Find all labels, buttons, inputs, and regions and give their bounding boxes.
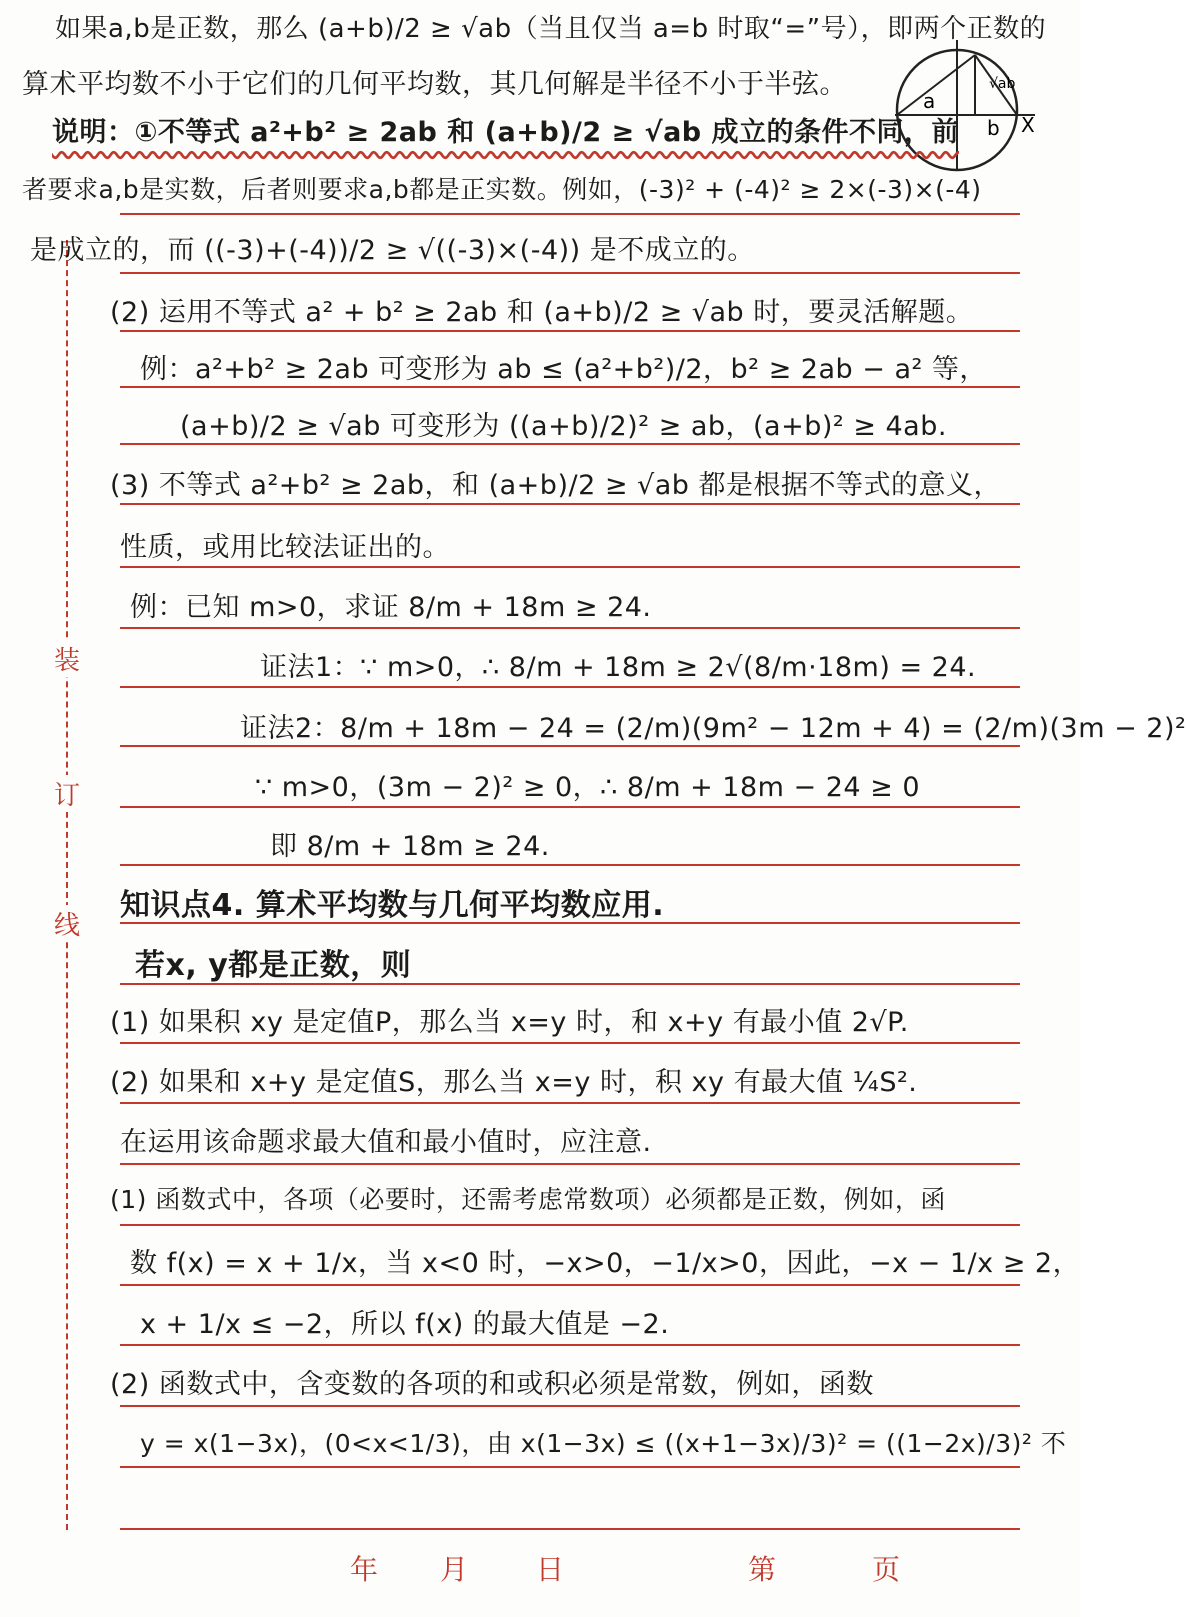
ruled-line [120,443,1020,445]
text-line: 者要求a,b是实数，后者则要求a,b都是正实数。例如，(-3)² + (-4)² ≥ 2×(-3)×(-4) [22,175,982,204]
text-line: x + 1/x ≤ −2，所以 f(x) 的最大值是 −2. [140,1309,670,1340]
text-line: 算术平均数不小于它们的几何平均数，其几何解是半径不小于半弦。 [22,69,847,100]
binding-char-xian: 线 [52,905,82,942]
explanation-heading-line: 说明：①不等式 a²+b² ≥ 2ab 和 (a+b)/2 ≥ √ab 成立的条件不同，前 [52,117,960,148]
binding-char-zhuang: 装 [52,640,82,677]
footer-rule [120,1528,1020,1530]
text-line: 性质，或用比较法证出的。 [120,532,450,563]
figure-label-b: b [987,116,1000,140]
text-line: (2) 如果和 x+y 是定值S，那么当 x=y 时，积 xy 有最大值 ¼S². [110,1067,918,1098]
ruled-line [120,1163,1020,1165]
footer-day: 日 [536,1553,565,1586]
ruled-line [120,566,1020,568]
text-line: (3) 不等式 a²+b² ≥ 2ab，和 (a+b)/2 ≥ √ab 都是根据不等式的意义， [110,470,1002,501]
ruled-line [120,1042,1020,1044]
figure-label-sqrt-ab: √ab [989,76,1016,92]
text-line: (2) 函数式中，含变数的各项的和或积必须是常数，例如，函数 [110,1369,874,1400]
text-line: 数 f(x) = x + 1/x，当 x<0 时，−x>0，−1/x>0，因此，−x − 1/x ≥ 2， [130,1248,1081,1279]
ruled-line [120,330,1020,332]
figure-label-x-axis: X [1021,113,1035,137]
text-line: ∵ m>0，(3m − 2)² ≥ 0，∴ 8/m + 18m − 24 ≥ 0 [255,772,921,803]
ruled-line [120,272,1020,274]
ruled-line [120,686,1020,688]
ruled-line [120,806,1020,808]
ruled-line [120,1284,1020,1286]
footer-ye: 页 [872,1553,901,1586]
binding-char-ding: 订 [52,775,82,812]
text-line: 证法1：∵ m>0，∴ 8/m + 18m ≥ 2√(8/m·18m) = 24. [260,652,977,683]
text-line: (1) 函数式中，各项（必要时，还需考虑常数项）必须都是正数，例如，函 [110,1185,946,1214]
text-line: 例：已知 m>0，求证 8/m + 18m ≥ 24. [130,592,652,623]
text-line: 证法2：8/m + 18m − 24 = (2/m)(9m² − 12m + 4) = (2/m)(3m − 2)² [240,713,1186,744]
text-line: 如果a,b是正数，那么 (a+b)/2 ≥ √ab（当且仅当 a=b 时取“=”号），即两个正数的 [55,14,1047,44]
binding-dashed-line [66,240,68,1530]
text-line: 例：a²+b² ≥ 2ab 可变形为 ab ≤ (a²+b²)/2，b² ≥ 2ab − a² 等， [140,354,987,385]
text-line: (a+b)/2 ≥ √ab 可变形为 ((a+b)/2)² ≥ ab，(a+b)² ≥ 4ab. [180,411,947,442]
ruled-line [120,627,1020,629]
ruled-line [120,1102,1020,1104]
text-line: (1) 如果积 xy 是定值P，那么当 x=y 时，和 x+y 有最小值 2√P. [110,1007,909,1038]
footer-di: 第 [748,1553,777,1586]
ruled-line [120,1466,1020,1468]
text-line: y = x(1−3x)，(0<x<1/3)，由 x(1−3x) ≤ ((x+1−3x)/3)² = ((1−2x)/3)² 不 [140,1429,1067,1458]
ruled-line [120,745,1020,747]
text-line: 是成立的，而 ((-3)+(-4))/2 ≥ √((-3)×(-4)) 是不成立的。 [30,235,755,266]
footer-month: 月 [440,1553,469,1586]
ruled-line [120,1405,1020,1407]
geometric-mean-circle-figure [895,20,1045,190]
knowledge-point-heading: 知识点4. 算术平均数与几何平均数应用. [120,888,665,923]
ruled-line [120,1344,1020,1346]
ruled-line [120,864,1020,866]
ruled-line [120,503,1020,505]
condition-heading: 若x, y都是正数，则 [135,948,412,983]
figure-label-a: a [923,89,936,113]
text-line: (2) 运用不等式 a² + b² ≥ 2ab 和 (a+b)/2 ≥ √ab 时，要灵活解题。 [110,297,974,328]
ruled-line [120,1224,1020,1226]
ruled-line [120,213,1020,215]
footer-year: 年 [350,1553,379,1586]
text-line: 在运用该命题求最大值和最小值时，应注意. [120,1127,652,1158]
text-line: 即 8/m + 18m ≥ 24. [270,831,550,862]
ruled-line [120,386,1020,388]
